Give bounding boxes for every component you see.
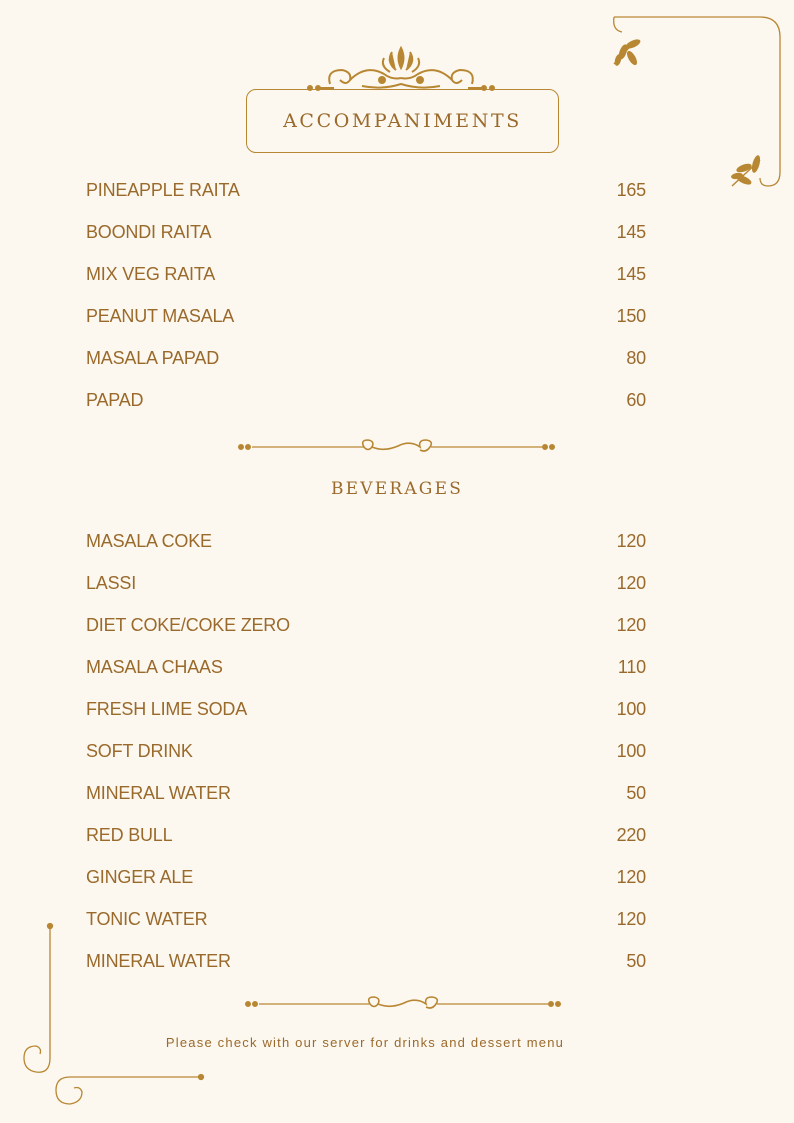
menu-item-name: FRESH LIME SODA [86,698,248,719]
menu-item [86,169,646,211]
menu-item-name: BOONDI RAITA [86,221,212,242]
menu-item-name: MASALA PAPAD [86,347,219,368]
menu-item-price: 50 [626,950,646,971]
menu-item-name: MIX VEG RAITA [86,263,216,284]
menu-item-price: 165 [616,179,646,200]
scroll-divider-icon [239,440,555,451]
menu-item [86,253,646,295]
menu-item-price: 50 [626,782,646,803]
menu-item [86,856,646,898]
section-title-accompaniments: ACCOMPANIMENTS [283,110,522,132]
menu-item [86,814,646,856]
leaf-sprig-icon [614,37,642,66]
menu-item-name: PEANUT MASALA [86,305,235,326]
menu-item-price: 150 [616,305,646,326]
menu-item-price: 220 [616,824,646,845]
menu-item-price: 120 [616,866,646,887]
menu-item [86,604,646,646]
menu-item-name: PAPAD [86,389,144,410]
menu-item-price: 120 [616,572,646,593]
scroll-divider-icon [246,997,561,1008]
footer-note: Please check with our server for drinks and dessert menu [165,1035,565,1050]
menu-item-price: 110 [617,656,646,677]
menu-item-name: LASSI [86,572,137,593]
menu-item [86,562,646,604]
menu-item-name: DIET COKE/COKE ZERO [86,614,290,635]
menu-item [86,379,646,421]
menu-item-name: GINGER ALE [86,866,194,887]
menu-item-name: MASALA COKE [86,530,212,551]
menu-item-price: 120 [616,530,646,551]
menu-item-name: MASALA CHAAS [86,656,223,677]
menu-item-name: PINEAPPLE RAITA [86,179,240,200]
menu-item-name: TONIC WATER [86,908,208,929]
menu-item-price: 80 [626,347,646,368]
menu-item-price: 145 [616,221,646,242]
menu-item-price: 100 [616,740,646,761]
menu-item-name: RED BULL [86,824,173,845]
menu-item [86,646,646,688]
menu-item-name: SOFT DRINK [86,740,193,761]
section-title-beverages: BEVERAGES [330,479,464,499]
menu-item [86,337,646,379]
corner-swirl-icon [614,17,622,32]
menu-item-name: MINERAL WATER [86,782,231,803]
accompaniments-header-box [246,89,559,153]
menu-item-price: 120 [616,614,646,635]
accompaniments-list [86,169,646,421]
leaf-sprig-icon [731,154,762,186]
menu-item-price: 60 [626,389,646,410]
menu-item [86,940,646,982]
menu-item [86,520,646,562]
menu-item [86,211,646,253]
menu-item-price: 120 [616,908,646,929]
menu-item [86,772,646,814]
menu-item [86,295,646,337]
menu-item-price: 145 [616,263,646,284]
menu-item-name: MINERAL WATER [86,950,231,971]
menu-item [86,898,646,940]
beverages-list [86,520,646,982]
menu-item-price: 100 [616,698,646,719]
menu-item [86,730,646,772]
menu-item [86,688,646,730]
top-flourish-icon [308,48,494,90]
